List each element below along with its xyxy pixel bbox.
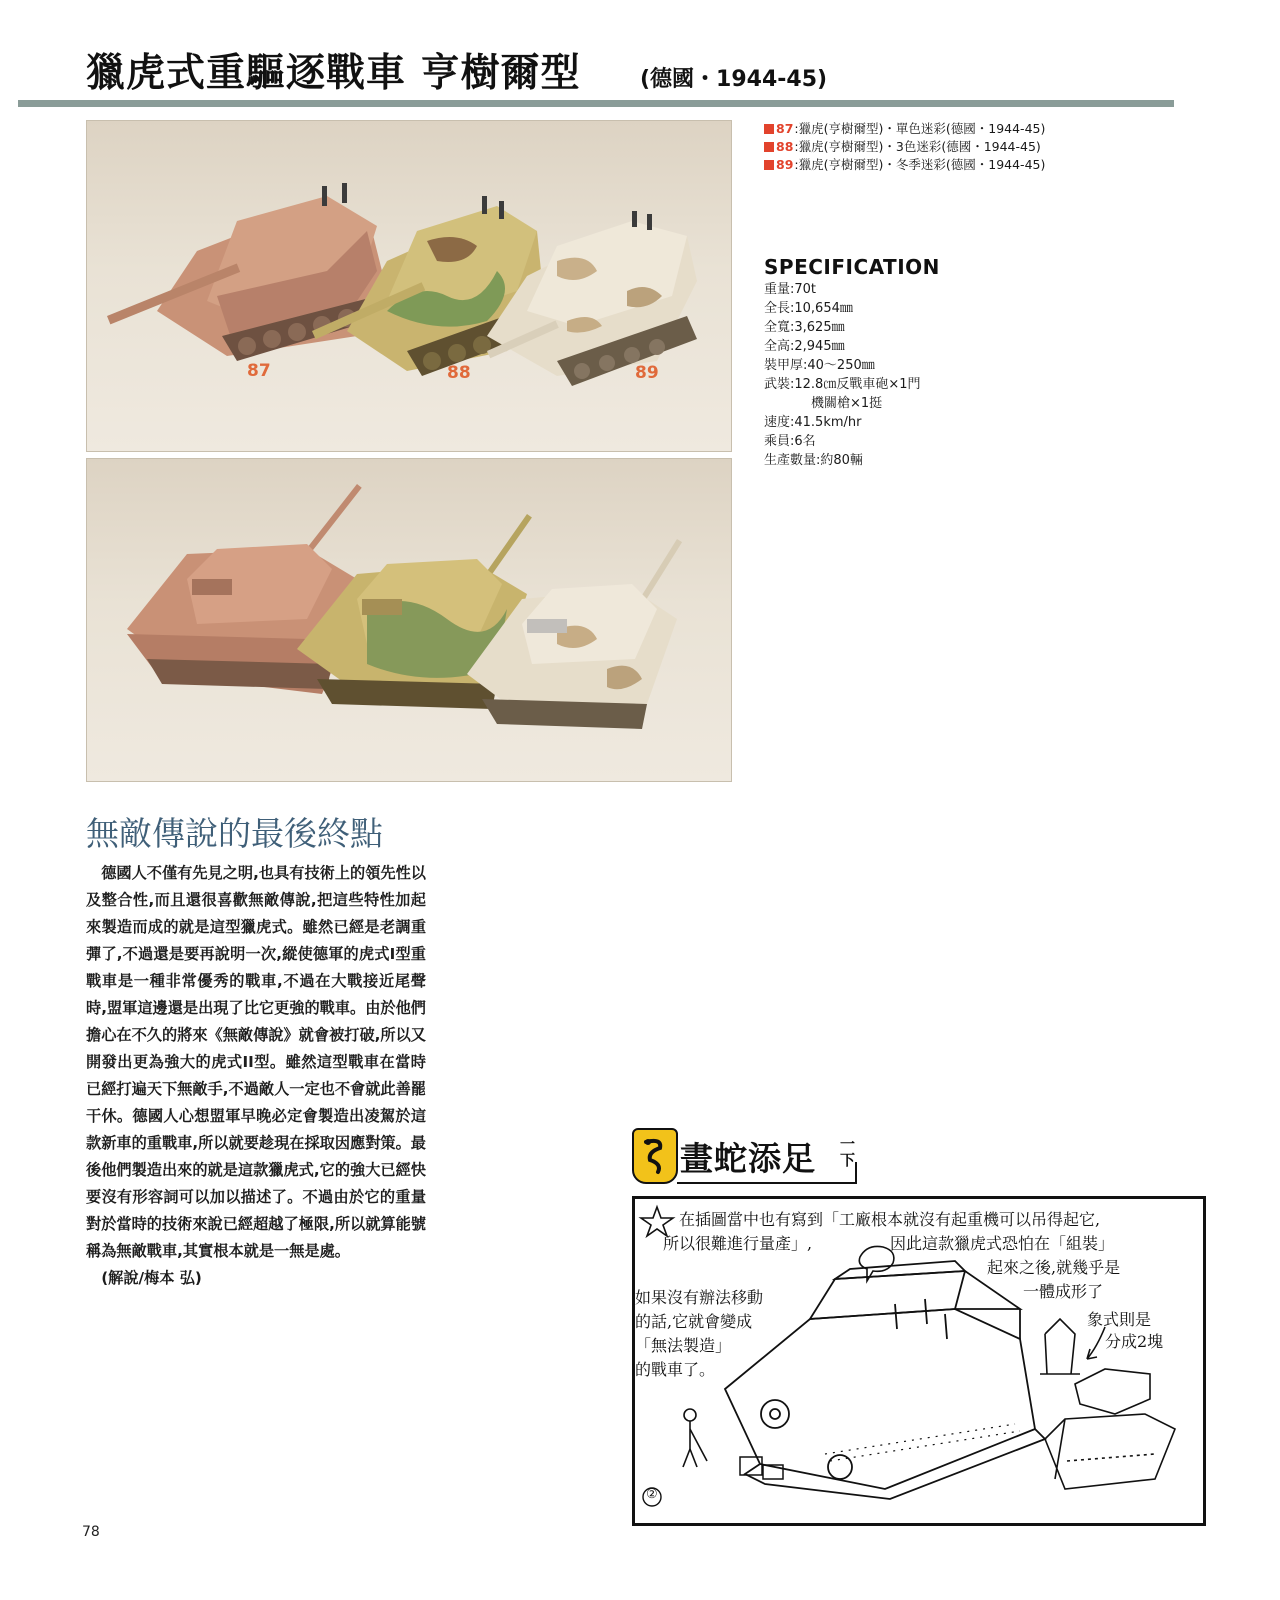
- variant-marker: [764, 142, 774, 152]
- comic-text-line1: 在插圖當中也有寫到「工廠根本就沒有起重機可以吊得起它,: [679, 1210, 1101, 1229]
- variant-marker: [764, 160, 774, 170]
- comic-right-line1: 象式則是: [1087, 1310, 1152, 1329]
- comic-subtitle-top: 一: [840, 1135, 856, 1153]
- spec-length: 全長:10,654㎜: [764, 301, 853, 316]
- page-number: 78: [82, 1524, 100, 1540]
- comic-text-line3: 因此這款獵虎式恐怕在「組裝」: [890, 1234, 1115, 1253]
- jagdtiger-drawing: [725, 1261, 1045, 1499]
- spec-crew: 乘員:6名: [764, 434, 816, 449]
- spec-width: 全寬:3,625㎜: [764, 320, 845, 335]
- comic-left-line1: 如果沒有辦法移動: [635, 1288, 764, 1307]
- spec-armament: 武裝:12.8㎝反戰車砲×1門: [764, 377, 921, 392]
- spec-armor: 裝甲厚:40〜250㎜: [764, 358, 875, 373]
- spec-production: 生產數量:約80輛: [764, 453, 863, 468]
- article-heading: 無敵傳說的最後終點: [86, 814, 383, 853]
- spec-speed: 速度:41.5km/hr: [764, 415, 862, 430]
- variant-list: [764, 120, 1045, 174]
- article-byline: (解說/梅本 弘): [101, 1269, 202, 1287]
- variant-text: :獵虎(亨樹爾型)・單色迷彩(德國・1944-45): [794, 121, 1046, 136]
- variant-text: :獵虎(亨樹爾型)・3色迷彩(德國・1944-45): [794, 139, 1041, 154]
- variant-number: 87: [776, 121, 794, 136]
- variant-row-87: [764, 120, 1045, 138]
- snake-badge-icon: [632, 1128, 678, 1184]
- tank-photo-rear: [86, 458, 732, 782]
- tank-87-model: [107, 183, 387, 361]
- variant-row-89: [764, 156, 1045, 174]
- comic-title-underline: [677, 1162, 857, 1184]
- comic-signature: ②: [646, 1487, 658, 1502]
- tank-label-88: 88: [447, 363, 471, 383]
- comic-text-line2: 所以很難進行量產」,: [663, 1234, 813, 1253]
- variant-number: 88: [776, 139, 794, 154]
- comic-subtitle: [840, 1136, 855, 1168]
- article-paragraph: 德國人不僅有先見之明,也具有技術上的領先性以及整合性,而且還很喜歡無敵傳說,把這些特性加起來製造而成的就是這型獵虎式。雖然已經是老調重彈了,不過還是要再說明一次,縱使德軍的虎式I型重戰車是一種非常優秀的戰車,不過在大戰接近尾聲時,盟軍這邊還是出現了比它更強的戰車。由於他們擔心在不久的將來《無敵傳說》就會被打破,所以又開發出更為強大的虎式II型。雖然這型戰車在當時已經打遍天下無敵手,不過敵人一定也不會就此善罷干休。德國人心想盟軍早晚必定會製造出凌駕於這款新車的重戰車,所以就要趁現在採取因應對策。最後他們製造出來的就是這款獵虎式,它的強大已經快要沒有形容詞可以加以描述了。不過由於它的重量對於當時的技術來說已經超越了極限,所以就算能號稱為無敵戰車,其實根本就是一無是處。: [86, 864, 426, 1260]
- comic-subtitle-bottom: 下: [840, 1151, 856, 1169]
- comic-text-line4: 起來之後,就幾乎是: [987, 1258, 1121, 1277]
- comic-left-line3: 「無法製造」: [635, 1336, 732, 1355]
- comic-left-line4: 的戰車了。: [635, 1360, 716, 1379]
- tank-label-87: 87: [247, 361, 271, 381]
- arrow-icon: [1087, 1327, 1105, 1359]
- page-title: 獵虎式重驅逐戰車 亨樹爾型: [86, 51, 581, 96]
- spec-weight: 重量:70t: [764, 282, 817, 297]
- variant-row-88: [764, 138, 1045, 156]
- tank-photo-front-image: [87, 121, 731, 451]
- comic-right-line2: 分成2塊: [1105, 1332, 1164, 1351]
- variant-marker: [764, 124, 774, 134]
- tank-photo-rear-image: [87, 459, 731, 781]
- specification-title: SPECIFICATION: [764, 255, 940, 279]
- crane-icon: [1040, 1319, 1080, 1374]
- variant-number: 89: [776, 157, 794, 172]
- tank-89-rear-model: [467, 539, 682, 729]
- specification-block: [764, 255, 940, 470]
- comic-panel: [632, 1196, 1206, 1526]
- person-figure-icon: [683, 1409, 707, 1467]
- tank-label-89: 89: [635, 363, 659, 383]
- article-body: [86, 860, 426, 1292]
- comic-left-line2: 的話,它就會變成: [635, 1312, 753, 1331]
- comic-title: 畫蛇添足: [680, 1139, 816, 1178]
- elefant-drawing: [1045, 1369, 1175, 1489]
- tank-photo-front: [86, 120, 732, 452]
- title-rule: [18, 100, 1174, 107]
- spec-armament-secondary: 機關槍×1挺: [811, 396, 883, 411]
- page-subtitle: (德國・1944-45): [640, 67, 828, 92]
- comic-header: [632, 1128, 862, 1188]
- spec-height: 全高:2,945㎜: [764, 339, 845, 354]
- variant-text: :獵虎(亨樹爾型)・冬季迷彩(德國・1944-45): [794, 157, 1046, 172]
- comic-text-line5: 一體成形了: [1023, 1282, 1104, 1301]
